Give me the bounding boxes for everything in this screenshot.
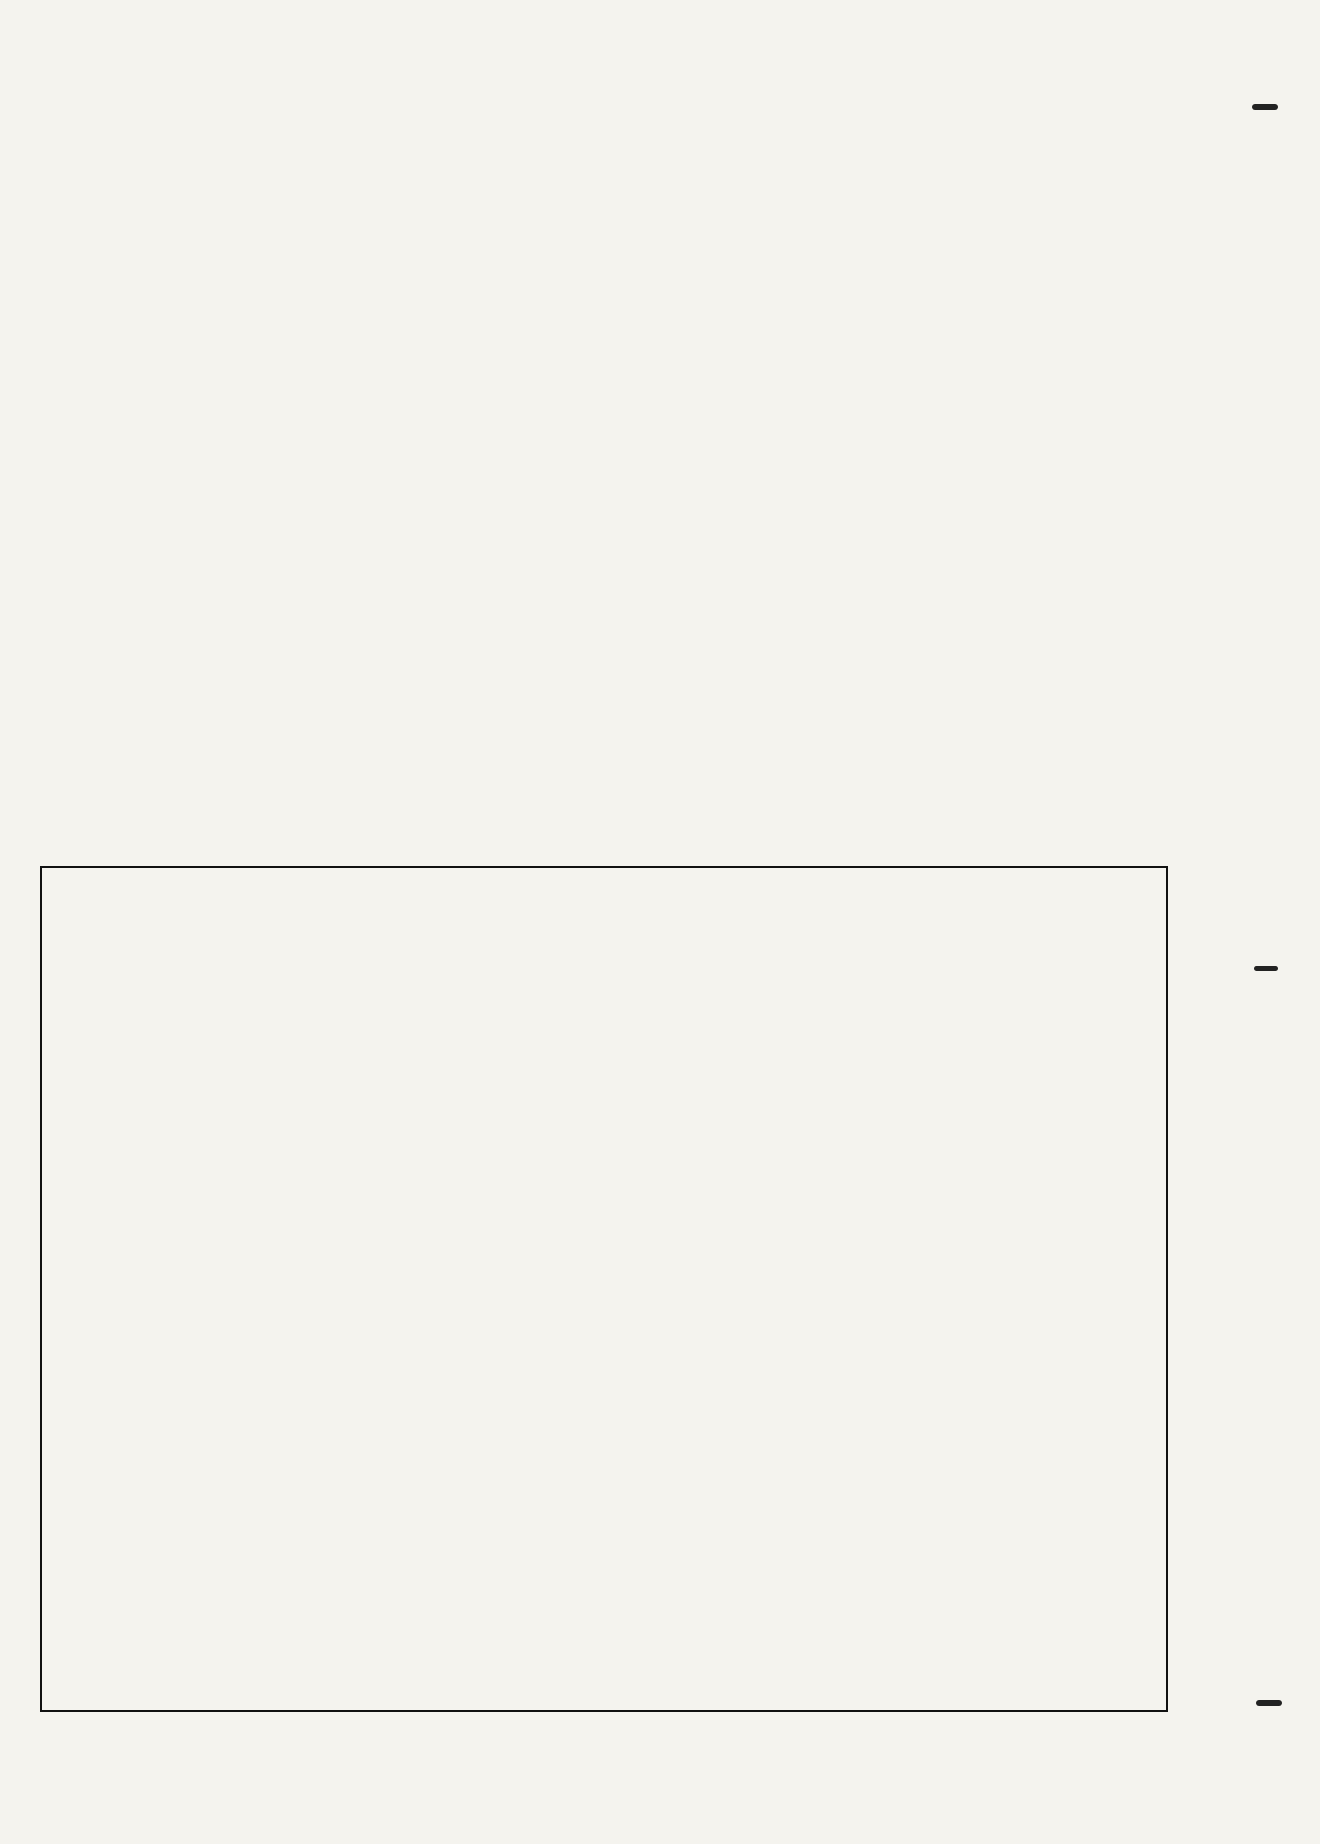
margin-mark [1254,966,1278,971]
schedule-column-3 [590,972,830,982]
schedule-column-2 [334,972,564,982]
margin-mark [1252,104,1278,110]
page-footer [40,1736,1174,1760]
business-register-listing [36,88,1176,848]
schedule-column-4 [890,894,1150,904]
bulky-waste-notice [40,866,1168,1712]
margin-mark [1256,1700,1282,1706]
